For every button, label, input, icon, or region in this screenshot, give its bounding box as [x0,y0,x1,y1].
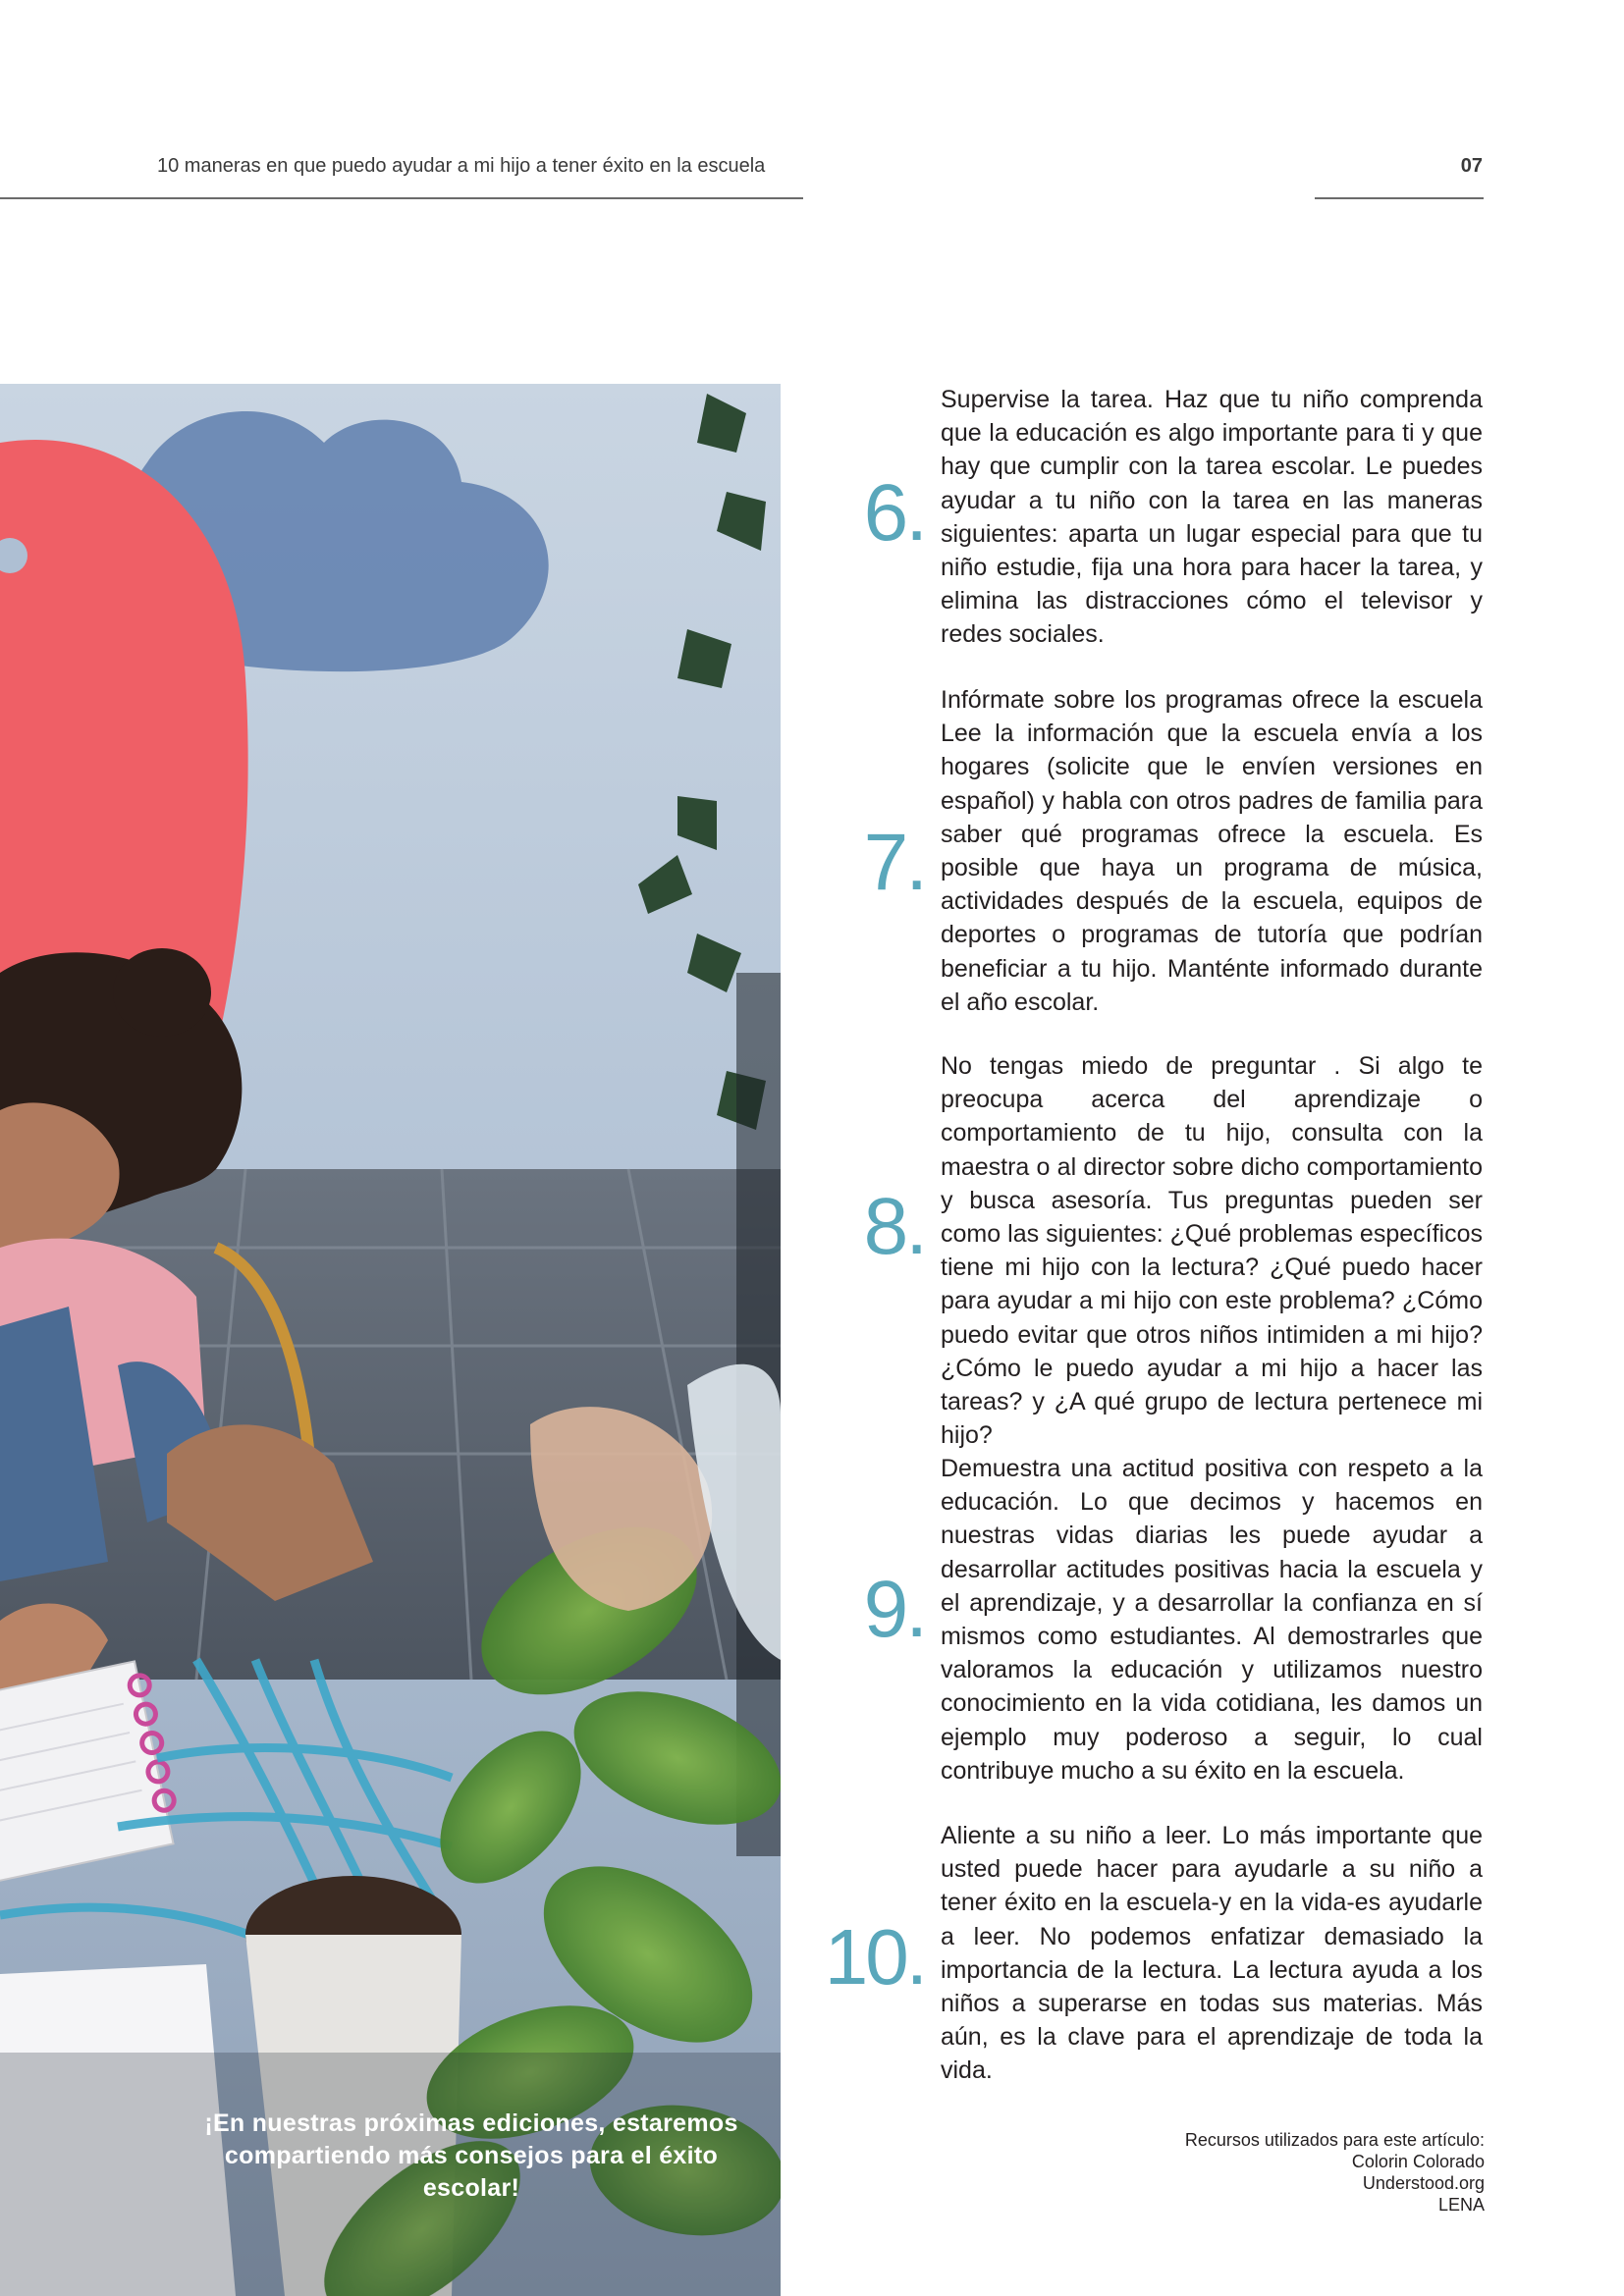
feature-photo [0,384,781,2296]
tip-number: 9. [863,1565,925,1654]
running-header-title: 10 maneras en que puedo ayudar a mi hijo a tener éxito en la escuela [157,155,766,177]
tip-number: 10. [824,1913,925,2001]
tip-number: 7. [863,818,925,907]
tip-number: 8. [863,1182,925,1271]
tip-number: 6. [863,468,925,558]
photo-illustration [0,384,781,2296]
tip-text: Infórmate sobre los programas ofrece la escuela Lee la información que la escuela envía a los hogares (solicite que le envíen versiones en español) y habla con otros padres de familia para saber qué programas ofrece la escuela. Es posible que haya un programa de música, actividades después de la escuela, equipos de deportes o programas de tutoría que podrían beneficiar a tu hijo. Manténte informado durante el año escolar. [941,686,1483,1016]
credits-heading: Recursos utilizados para este artículo: [1184,2130,1485,2150]
header-rule-left [0,197,803,199]
credits-source: LENA [1437,2195,1485,2215]
tip-text: Supervise la tarea. Haz que tu niño comprenda que la educación es algo importante para ti y que hay que cumplir con la tarea escolar. Le puedes ayudar a tu niño con la tarea en las maneras siguientes: aparta un lugar especial para que tu niño estudie, fija una hora para hacer la tarea, y elimina las distracciones cómo el televisor y redes sociales. [941,386,1483,649]
tip-text: Demuestra una actitud positiva con respeto a la educación. Lo que decimos y hacemos en nuestras vidas diarias les puede ayudar a desarrollar actitudes positivas hacia la escuela y el aprendizaje, y a desarrollar la confianza en sí mismos como estudiantes. Al demostrarles que valoramos la educación y utilizamos nuestro conocimiento en la vida cotidiana, les damos un ejemplo muy poderoso a seguir, lo cual contribuye mucho a su éxito en la escuela. [941,1455,1483,1785]
header-rule-right [1315,197,1484,199]
tip-text: Aliente a su niño a leer. Lo más importante que usted puede hacer para ayudarle a su niño a tener éxito en la escuela-y en la vida-es ayudarle a leer. No podemos enfatizar demasiado la importancia de la lectura. La lectura ayuda a los niños a superarse en todas sus materias. Más aún, es la clave para el aprendizaje de toda la vida. [941,1822,1483,2085]
page-number: 07 [1460,155,1483,177]
tip-text: No tengas miedo de preguntar . Si algo te preocupa acerca del aprendizaje o comportamiento de tu hijo, consulta con la maestra o al director sobre dicho comportamiento y busca asesoría. Tus preguntas pueden ser como las siguientes: ¿Qué problemas específicos tiene mi hijo con la lectura? ¿Qué puedo hacer para ayudar a mi hijo con este problema? ¿Cómo puedo evitar que otros niños intimiden a mi hijo? ¿Cómo le puedo ayudar a mi hijo a hacer las tareas? y ¿A qué grupo de lectura pertenece mi hijo? [941,1052,1483,1450]
article-credits [1072,2129,1485,2216]
credits-source: Colorin Colorado [1351,2152,1485,2171]
photo-caption: ¡En nuestras próximas ediciones, estaremos compartiendo más consejos para el éxito escolar! [204,2109,738,2202]
credits-source: Understood.org [1362,2173,1485,2193]
